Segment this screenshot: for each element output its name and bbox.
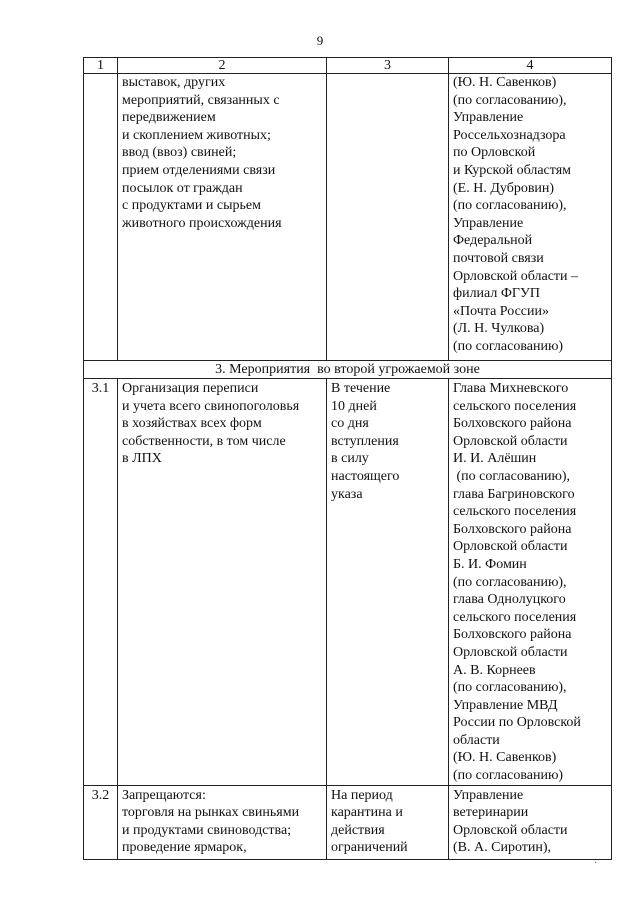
measures-cell: выставок, других мероприятий, связанных с передвижением и скоплением животных; ввод (ввоз) свиней; прием отделениями связи посылок от граждан с продуктами и сырьем животного происхождения	[118, 74, 327, 361]
deadline-cell	[327, 74, 449, 361]
scan-speck: ·	[594, 858, 598, 869]
responsible-cell: Управление ветеринарии Орловской области (В. А. Сиротин),	[449, 785, 612, 859]
row-number	[84, 74, 118, 361]
responsible-cell: (Ю. Н. Савенков) (по согласованию), Управление Россельхознадзора по Орловской и Курской областям (Е. Н. Дубровин) (по согласованию), Управление Федеральной почтовой связи Орловской области – филиал ФГУП «Почта России» (Л. Н. Чулкова) (по согласованию)	[449, 74, 612, 361]
measures-cell: Запрещаются: торговля на рынках свиньями и продуктами свиноводства; проведение ярмарок,	[118, 785, 327, 859]
row-number: 3.2	[84, 785, 118, 859]
page-number: 9	[316, 33, 324, 48]
column-header: 4	[449, 58, 612, 74]
column-header: 1	[84, 58, 118, 74]
column-header: 3	[327, 58, 449, 74]
measures-cell: Организация переписи и учета всего свинопоголовья в хозяйствах всех форм собственности, в том числе в ЛПХ	[118, 379, 327, 786]
measures-table	[83, 57, 612, 860]
section-title: 3. Мероприятия во второй угрожаемой зоне	[84, 361, 612, 379]
column-header: 2	[118, 58, 327, 74]
responsible-cell: Глава Михневского сельского поселения Болховского района Орловской области И. И. Алёшин (по согласованию), глава Багриновского сельского поселения Болховского района Орловской области Б. И. Фомин (по согласованию), глава Однолуцкого сельского поселения Болховского района Орловской области А. В. Корнеев (по согласованию), Управление МВД России по Орловской области (Ю. Н. Савенков) (по согласованию)	[449, 379, 612, 786]
table-header-row	[84, 58, 612, 74]
deadline-cell: На период карантина и действия ограничений	[327, 785, 449, 859]
deadline-cell: В течение 10 дней со дня вступления в силу настоящего указа	[327, 379, 449, 786]
section-row	[84, 361, 612, 379]
row-number: 3.1	[84, 379, 118, 786]
table-row	[84, 785, 612, 859]
table-row	[84, 379, 612, 786]
table-row	[84, 74, 612, 361]
